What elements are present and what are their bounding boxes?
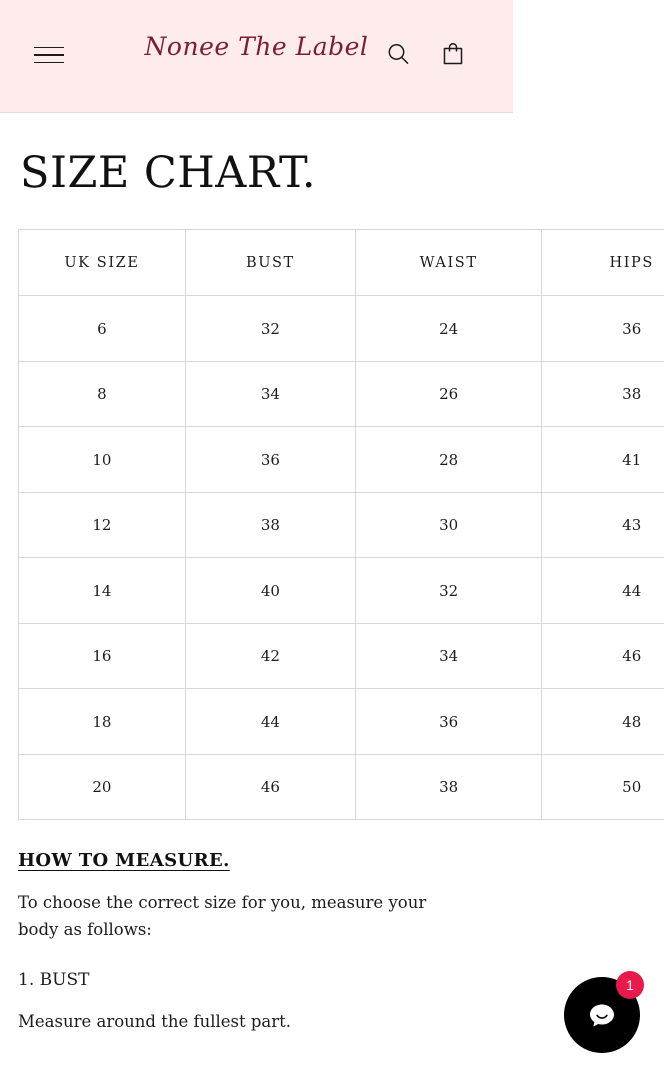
cell-bust: 36 [185, 427, 355, 493]
column-header-bust: BUST [185, 230, 355, 296]
column-header-waist: WAIST [355, 230, 541, 296]
cell-uk-size: 10 [19, 427, 186, 493]
table-row [19, 558, 664, 624]
column-header-uk-size: UK SIZE [19, 230, 186, 296]
page-content [0, 150, 664, 1031]
chat-unread-badge: 1 [616, 971, 644, 999]
table-row [19, 361, 664, 427]
table-row [19, 754, 664, 820]
page-title: SIZE CHART. [20, 148, 316, 198]
cell-hips: 48 [542, 689, 664, 755]
cell-hips: 41 [542, 427, 664, 493]
cell-uk-size: 18 [19, 689, 186, 755]
size-chart-table [18, 229, 664, 820]
cell-bust: 40 [185, 558, 355, 624]
cell-uk-size: 12 [19, 492, 186, 558]
cell-bust: 38 [185, 492, 355, 558]
cell-hips: 36 [542, 296, 664, 362]
cell-waist: 34 [355, 623, 541, 689]
brand-logo[interactable]: Nonee The Label [144, 32, 369, 61]
measure-intro-text: To choose the correct size for you, measure your body as follows: [18, 893, 427, 940]
cell-hips: 44 [542, 558, 664, 624]
site-header [0, 0, 513, 112]
cell-uk-size: 16 [19, 623, 186, 689]
search-icon[interactable] [384, 40, 412, 68]
column-header-hips: HIPS [542, 230, 664, 296]
cell-hips: 46 [542, 623, 664, 689]
cell-waist: 24 [355, 296, 541, 362]
cell-uk-size: 8 [19, 361, 186, 427]
cell-waist: 26 [355, 361, 541, 427]
cell-waist: 28 [355, 427, 541, 493]
cell-waist: 32 [355, 558, 541, 624]
cell-waist: 36 [355, 689, 541, 755]
cell-hips: 43 [542, 492, 664, 558]
menu-line-3 [34, 62, 64, 64]
cell-bust: 46 [185, 754, 355, 820]
cell-uk-size: 20 [19, 754, 186, 820]
step-1-title: 1. BUST [18, 969, 90, 990]
cell-waist: 30 [355, 492, 541, 558]
cart-icon[interactable] [439, 40, 467, 68]
table-row [19, 296, 664, 362]
cell-bust: 44 [185, 689, 355, 755]
cell-bust: 32 [185, 296, 355, 362]
table-row [19, 689, 664, 755]
table-row [19, 427, 664, 493]
cell-uk-size: 6 [19, 296, 186, 362]
cell-bust: 42 [185, 623, 355, 689]
cell-uk-size: 14 [19, 558, 186, 624]
cell-waist: 38 [355, 754, 541, 820]
cell-bust: 34 [185, 361, 355, 427]
table-row [19, 623, 664, 689]
cell-hips: 50 [542, 754, 664, 820]
table-row [19, 492, 664, 558]
step-1-text: Measure around the fullest part. [18, 1011, 292, 1031]
chat-widget[interactable] [564, 977, 640, 1053]
cell-hips: 38 [542, 361, 664, 427]
table-header-row [19, 230, 664, 296]
header-divider [0, 112, 513, 113]
how-to-measure-heading: HOW TO MEASURE. [18, 850, 230, 872]
